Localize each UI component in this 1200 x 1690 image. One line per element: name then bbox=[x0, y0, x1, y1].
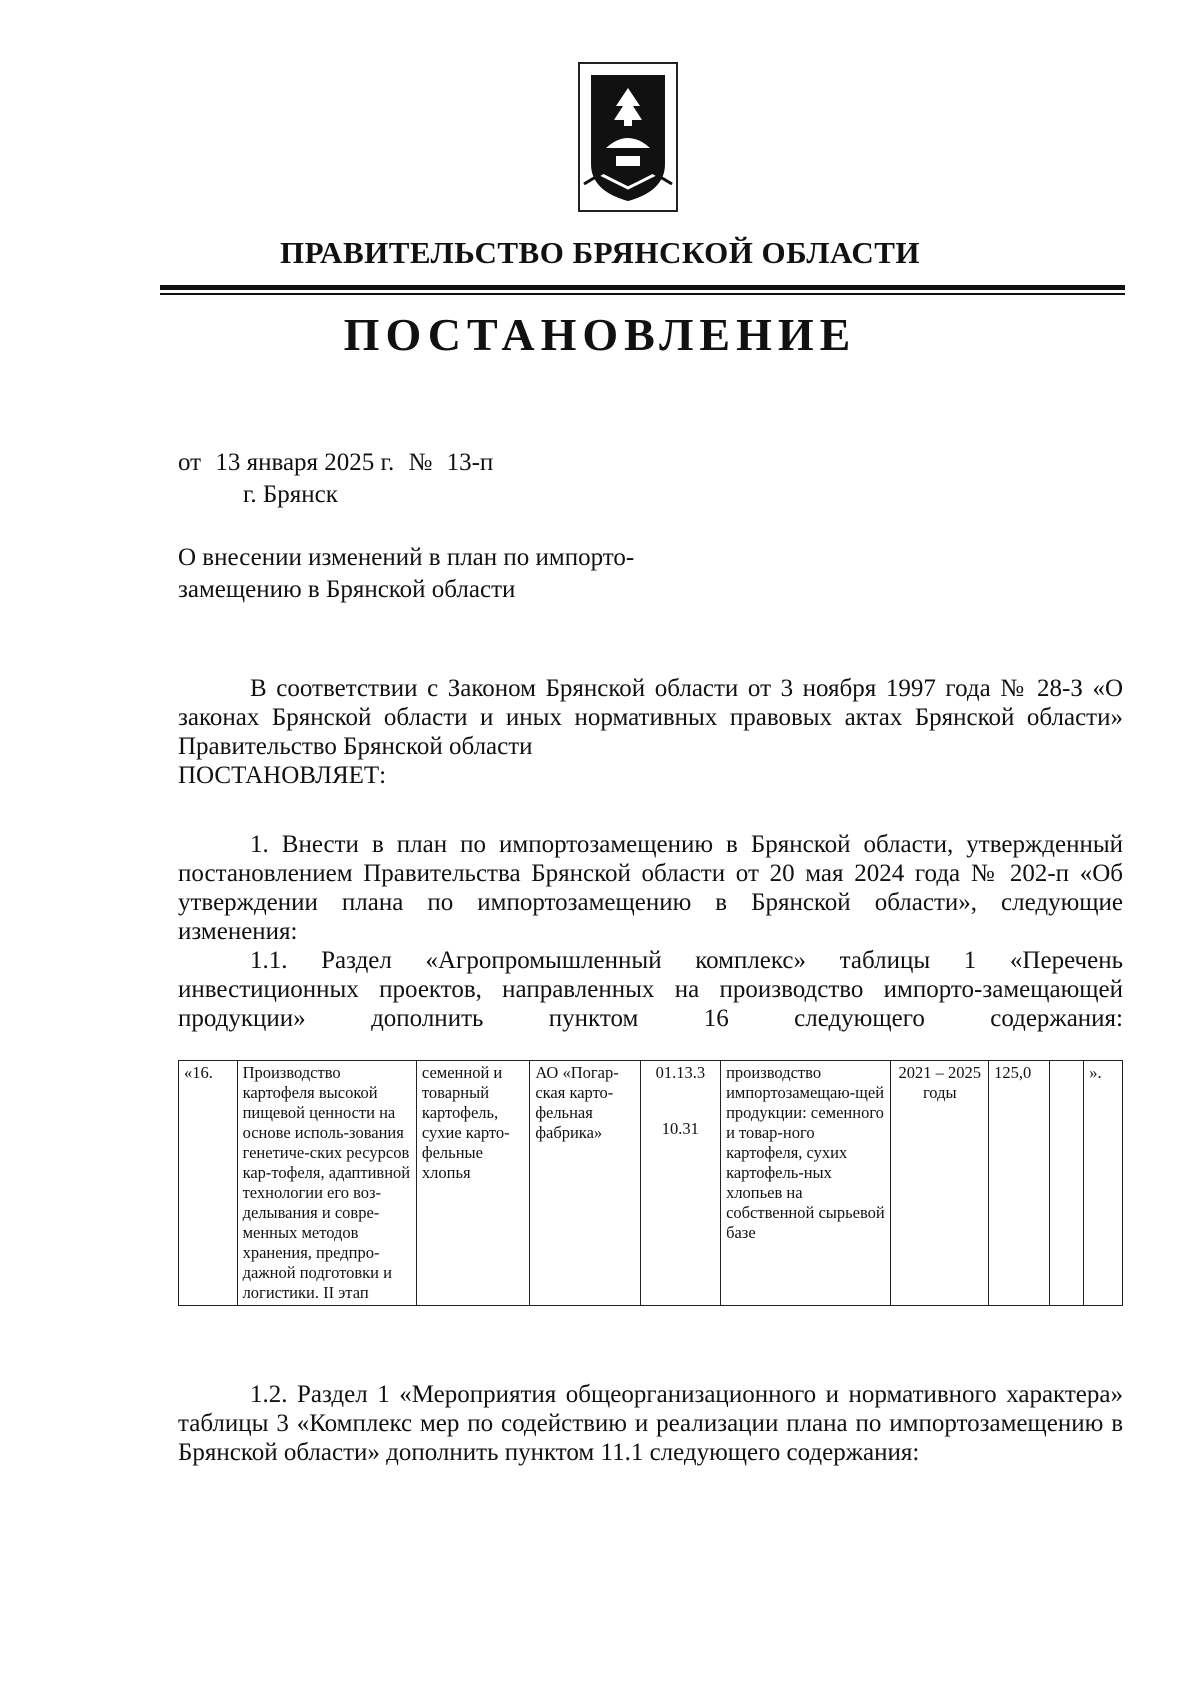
table-row bbox=[179, 1061, 1123, 1306]
date-prefix: от bbox=[178, 449, 202, 476]
cell-amount: 125,0 bbox=[989, 1061, 1050, 1306]
clause-1 bbox=[178, 830, 1123, 1033]
clause-1-1-text: 1.1. Раздел «Агропромышленный комплекс» таблицы 1 «Перечень инвестиционных проектов, направленных на производство импорто-замещающей продукции» дополнить пунктом 16 следующего содержания: bbox=[178, 947, 1123, 1032]
clause-1-text: 1. Внести в план по импортозамещению в Брянской области, утвержденный постановлением Правительства Брянской области от 20 мая 2024 года № 202-п «Об утверждении плана по импортозамещению в Брянской области», следующие изменения: bbox=[178, 831, 1123, 945]
insert-table bbox=[178, 1060, 1123, 1306]
cell-term: 2021 – 2025 годы bbox=[891, 1061, 989, 1306]
number-sign: № bbox=[408, 449, 433, 476]
code-okpd: 01.13.3 bbox=[655, 1063, 706, 1082]
cell-organization: АО «Погар-ская карто-фельная фабрика» bbox=[530, 1061, 640, 1306]
cell-result: производство импортозамещаю-щей продукции: семенного и товар-ного картофеля, сухих картофель-ных хлопьев на собственной сырьевой базе bbox=[721, 1061, 891, 1306]
decree-word: ПОСТАНОВЛЯЕТ: bbox=[178, 762, 387, 789]
subject-line-1: О внесении изменений в план по импорто- bbox=[178, 544, 635, 571]
preamble-text: В соответствии с Законом Брянской области от 3 ноября 1997 года № 28-З «О законах Брянской области и иных нормативных правовых актах Брянской области» Правительство Брянской области bbox=[178, 675, 1123, 760]
document-subject bbox=[178, 542, 738, 606]
government-title: ПРАВИТЕЛЬСТВО БРЯНСКОЙ ОБЛАСТИ bbox=[279, 235, 921, 270]
cell-empty bbox=[1049, 1061, 1083, 1306]
clause-1-2-text: 1.2. Раздел 1 «Мероприятия общеорганизационного и нормативного характера» таблицы 3 «Комплекс мер по содействию и реализации плана по импортозамещению в Брянской области» дополнить пунктом 11.1 следующего содержания: bbox=[178, 1381, 1123, 1466]
coat-of-arms bbox=[578, 62, 678, 212]
header-rule-thin bbox=[160, 293, 1125, 295]
code-okved: 10.31 bbox=[661, 1119, 699, 1138]
city: г. Брянск bbox=[243, 481, 338, 508]
header-rule-thick bbox=[160, 285, 1125, 290]
document-number: 13-п bbox=[446, 449, 494, 476]
coat-of-arms-icon bbox=[580, 64, 676, 210]
cell-number: «16. bbox=[179, 1061, 238, 1306]
date-line bbox=[178, 449, 501, 477]
document-date: 13 января 2025 г. bbox=[215, 449, 395, 476]
document-type: ПОСТАНОВЛЕНИЕ bbox=[343, 309, 857, 360]
clause-1-2 bbox=[178, 1380, 1123, 1467]
preamble bbox=[178, 674, 1123, 790]
cell-project-name: Производство картофеля высокой пищевой ценности на основе исполь-зования генетиче-ских ресурсов кар-тофеля, адаптивной технологии его воз-делывания и совре-менных методов хранения, предпро-дажной подготовки и логистики. II этап bbox=[237, 1061, 416, 1306]
subject-line-2: замещению в Брянской области bbox=[178, 576, 516, 603]
cell-product: семенной и товарный картофель, сухие карто-фельные хлопья bbox=[416, 1061, 529, 1306]
cell-codes bbox=[640, 1061, 721, 1306]
cell-closing-quote: ». bbox=[1084, 1061, 1123, 1306]
